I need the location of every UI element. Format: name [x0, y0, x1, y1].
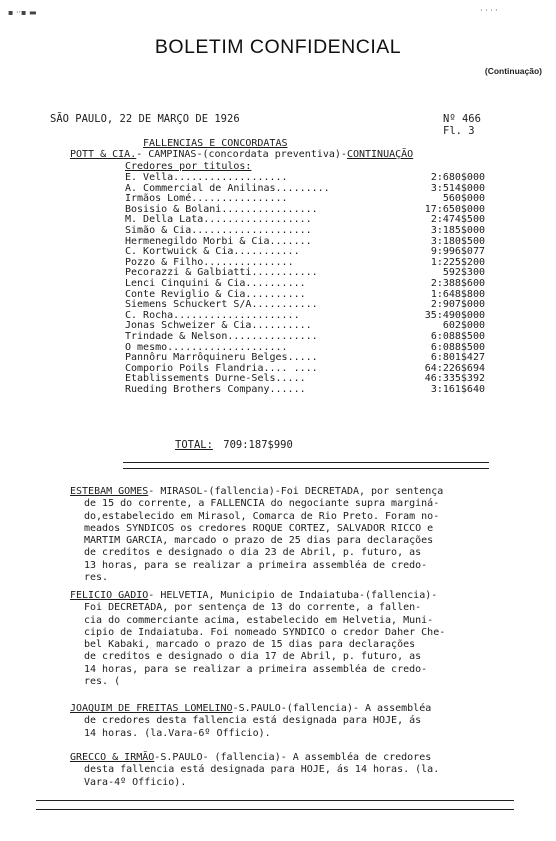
creditor-amount: 560$000 [442, 193, 485, 205]
creditor-leader-dots: ........... [251, 299, 318, 311]
creditor-leader-dots: .... .... [263, 362, 318, 374]
creditor-amount: 64:226$694 [424, 362, 485, 374]
creditor-leader-dots: ........... [251, 267, 318, 279]
divider-rule [123, 468, 489, 469]
creditor-leader-dots: ......... [275, 182, 330, 194]
creditor-row [125, 278, 485, 289]
creditor-row [125, 267, 485, 278]
place-date: SÃO PAULO, 22 DE MARÇO DE 1926 [50, 113, 240, 125]
creditor-row [125, 246, 485, 257]
case-line [70, 149, 413, 160]
creditor-amount: 3:514$000 [430, 182, 485, 194]
notice-line [70, 703, 540, 715]
creditor-amount: 1:648$800 [430, 288, 485, 300]
creditor-name-text: Conte Reviglio & Cia [125, 288, 246, 300]
creditor-amount: 6:088$500 [430, 341, 485, 353]
notice-lead-name: ESTEBAM GOMES [70, 486, 149, 497]
notice-line [70, 676, 540, 688]
creditor-name-text: Pecorazzi & Galbiatti [125, 267, 252, 279]
creditor-row [125, 172, 485, 183]
notice-lead-name: FELICIO GADIO [70, 590, 149, 601]
notice-lead-name: JOAQUIM DE FREITAS LOMELINO [70, 703, 233, 714]
notice-line [70, 547, 540, 559]
creditor-name-text: Hermenegildo Morbi & Cia [125, 235, 270, 247]
creditor-name [125, 289, 306, 300]
creditor-name [125, 320, 312, 331]
creditor-name [125, 214, 312, 225]
notice-text: bel Kabaki, marcado o prazo de 15 dias para declarações [84, 639, 416, 651]
creditor-name-text: Jonas Schweizer & Cia [125, 320, 252, 332]
creditor-name [125, 204, 318, 215]
creditor-name [125, 373, 306, 384]
creditor-name-text: O mesmo [125, 341, 168, 353]
creditor-row [125, 352, 485, 363]
creditor-amount: 592$300 [442, 267, 485, 279]
sheet-number: Fl. 3 [443, 125, 475, 137]
creditor-row [125, 320, 485, 331]
creditor-name-text: Rueding Brothers Company [125, 383, 270, 395]
creditor-leader-dots: .................... [191, 224, 312, 236]
creditor-row [125, 236, 485, 247]
creditor-name [125, 384, 306, 395]
creditor-name-text: Pannôru Marrôquineru Belges [125, 352, 288, 364]
notice-text: res. [84, 572, 109, 584]
creditor-name [125, 331, 318, 342]
notice-text: de creditos e designado o dia 23 de Abril, p. futuro, as [84, 547, 422, 559]
creditor-row [125, 193, 485, 204]
creditor-name [125, 310, 300, 321]
creditor-amount: 1:225$200 [430, 256, 485, 268]
creditor-leader-dots: ................... [173, 172, 288, 183]
document-title: BOLETIM CONFIDENCIAL [154, 36, 402, 58]
notice-joaquim-lomelino [70, 703, 540, 740]
creditor-row [125, 310, 485, 321]
creditor-leader-dots: ...... [269, 383, 306, 395]
divider-rule [36, 800, 514, 801]
creditor-leader-dots: ............... [227, 330, 318, 342]
creditor-name-text: Lenci Cinquini & Cia [125, 277, 246, 289]
notice-line [70, 511, 540, 523]
creditor-name-text: A. Commercial de Anilinas [125, 182, 276, 194]
notice-text: cia do commerciante acima, estabelecido em Helvetia, Muni- [84, 614, 434, 626]
creditor-amount: 3:185$000 [430, 224, 485, 236]
creditor-name [125, 193, 288, 204]
creditor-name [125, 352, 318, 363]
case-name: POTT & CIA. [70, 149, 137, 160]
notice-text: - HELVETIA, Municipio de Indaiatuba-(fallencia)- [148, 590, 438, 601]
total-line [175, 439, 293, 451]
creditor-amount: 17:650$000 [424, 203, 485, 215]
notice-line [70, 627, 540, 639]
creditor-row [125, 225, 485, 236]
creditor-name [125, 342, 288, 353]
creditor-amount: 2:907$000 [430, 299, 485, 311]
notice-text: -S.PAULO- (fallencia)- A assembléa de credores [154, 752, 432, 763]
creditor-name [125, 257, 294, 268]
notice-text: de 15 do corrente, a FALLENCIA do negociante supra marginá- [84, 498, 440, 510]
creditor-name [125, 299, 318, 310]
notice-felicio-gadio [70, 590, 540, 688]
creditor-leader-dots: ................ [221, 203, 318, 215]
creditor-name-text: C. Kortwuick & Cia [125, 246, 234, 258]
notice-line [70, 486, 540, 498]
scan-mark-top-right: · · · · [480, 6, 498, 15]
case-continuation: CONTINUAÇÃO [346, 149, 414, 160]
creditor-leader-dots: ................ [191, 193, 288, 205]
case-description: - CAMPINAS-(concordata preventiva)- [136, 149, 347, 160]
notice-text: res. ( [84, 676, 121, 688]
creditor-name-text: Comporio Poils Flandria [125, 362, 264, 374]
creditor-amount: 2:680$000 [430, 172, 485, 183]
section-heading: FALLENCIAS E CONCORDATAS [143, 138, 288, 149]
total-label: TOTAL: [175, 439, 213, 451]
creditor-name-text: M. Della Lata [125, 214, 204, 226]
notice-line [70, 535, 540, 547]
creditor-leader-dots: .......... [251, 320, 312, 332]
creditor-name-text: Siemens Schuckert S/A [125, 299, 252, 311]
creditor-name [125, 246, 300, 257]
creditor-row [125, 289, 485, 300]
notice-line [70, 752, 540, 764]
creditor-name-text: Etablissements Durne-Sels [125, 373, 276, 385]
creditor-row [125, 363, 485, 374]
total-value: 709:187$990 [223, 439, 293, 451]
creditor-name [125, 225, 312, 236]
issue-number: Nº 466 [443, 113, 481, 125]
creditor-name [125, 267, 318, 278]
notice-line [70, 560, 540, 572]
notice-lead-name: GRECCO & IRMÃO [70, 752, 155, 763]
creditor-leader-dots: ....... [269, 235, 312, 247]
notice-line [70, 523, 540, 535]
continuation-label: (Continuação) [484, 66, 542, 76]
notice-text: 14 horas, para se realizar a primeira assembléa de credo- [84, 663, 428, 675]
creditor-amount: 6:088$500 [430, 330, 485, 342]
notice-text: meados SYNDICOS os credores ROQUE CORTEZ, SALVADOR RICCO e [84, 522, 434, 534]
creditor-name-text: E. Vella [125, 172, 174, 183]
notice-line [70, 715, 540, 727]
creditors-heading: Credores por titulos: [125, 161, 252, 172]
creditor-row [125, 214, 485, 225]
notice-line [70, 639, 540, 651]
creditor-name [125, 236, 312, 247]
creditor-row [125, 299, 485, 310]
notice-line [70, 602, 540, 614]
creditor-amount: 3:180$500 [430, 235, 485, 247]
creditor-leader-dots: .......... [245, 277, 306, 289]
creditor-row [125, 342, 485, 353]
creditor-leader-dots: .................... [167, 341, 288, 353]
creditor-amount: 46:335$392 [424, 373, 485, 385]
creditor-amount: 3:161$640 [430, 383, 485, 395]
creditor-leader-dots: ............... [203, 256, 294, 268]
creditor-name-text: C. Rocha [125, 309, 174, 321]
creditor-amount: 2:474$500 [430, 214, 485, 226]
notice-text: do,estabelecido em Mirasol, Comarca de Rio Preto. Foram no- [84, 510, 440, 522]
creditor-name-text: Simão & Cia [125, 224, 192, 236]
notice-line [70, 651, 540, 663]
creditor-name [125, 363, 318, 374]
notice-text: cipio de Indaiatuba. Foi nomeado SYNDICO o credor Daher Che- [84, 626, 446, 638]
notice-text: desta fallencia está designada para HOJE, ás 14 horas. (la. [84, 764, 440, 776]
notice-line [70, 728, 540, 740]
creditor-amount: 602$000 [442, 320, 485, 332]
scan-mark-top-left: ▪ ··▪ ▬ [8, 8, 37, 17]
creditor-row [125, 204, 485, 215]
creditor-name-text: Bosisio & Bolani [125, 203, 222, 215]
notice-text: de credores desta fallencia está designada para HOJE, ás [84, 715, 422, 727]
notice-line [70, 572, 540, 584]
creditor-name-text: Trindade & Nelson [125, 330, 228, 342]
divider-rule [123, 462, 489, 463]
creditor-leader-dots: ........... [233, 246, 300, 258]
creditor-row [125, 183, 485, 194]
notice-text: Vara-4º Officio). [84, 776, 187, 788]
creditor-row [125, 373, 485, 384]
creditor-row [125, 331, 485, 342]
notice-text: 13 horas, para se realizar a primeira assembléa de credo- [84, 559, 428, 571]
creditor-amount: 35:490$000 [424, 309, 485, 321]
creditor-leader-dots: ..... [287, 352, 318, 364]
creditor-name-text: Irmãos Lomé [125, 193, 192, 205]
notice-text: MARTIM GARCIA, marcado o prazo de 25 dias para declarações [84, 535, 434, 547]
creditor-name [125, 172, 288, 183]
creditor-leader-dots: ..................... [173, 309, 300, 321]
creditor-amount: 9:996$077 [430, 246, 485, 258]
creditor-name [125, 278, 306, 289]
creditor-amount: 2:388$600 [430, 277, 485, 289]
notice-line [70, 590, 540, 602]
creditor-name [125, 183, 330, 194]
creditor-leader-dots: .......... [245, 288, 306, 300]
divider-rule [36, 809, 514, 810]
notice-text: - MIRASOL-(fallencia)-Foi DECRETADA, por sentença [148, 486, 444, 497]
creditor-leader-dots: ..... [275, 373, 306, 385]
notice-text: -S.PAULO-(fallencia)- A assembléa [232, 703, 432, 714]
notice-line [70, 615, 540, 627]
notice-line [70, 777, 540, 789]
notice-grecco-irmao [70, 752, 540, 789]
notice-text: Foi DECRETADA, por sentença de 13 do corrente, a fallen- [84, 602, 422, 614]
creditor-name-text: Pozzo & Filho [125, 256, 204, 268]
creditor-row [125, 257, 485, 268]
notice-text: de creditos e designado o dia 17 de Abril, p. futuro, as [84, 651, 422, 663]
notice-line [70, 764, 540, 776]
creditor-amount: 6:801$427 [430, 352, 485, 364]
notice-estebam-gomes [70, 486, 540, 584]
creditor-row [125, 384, 485, 395]
creditors-list [125, 172, 485, 394]
notice-text: 14 horas. (la.Vara-6º Officio). [84, 727, 271, 739]
notice-line [70, 498, 540, 510]
notice-line [70, 664, 540, 676]
creditor-leader-dots: .................. [203, 214, 312, 226]
